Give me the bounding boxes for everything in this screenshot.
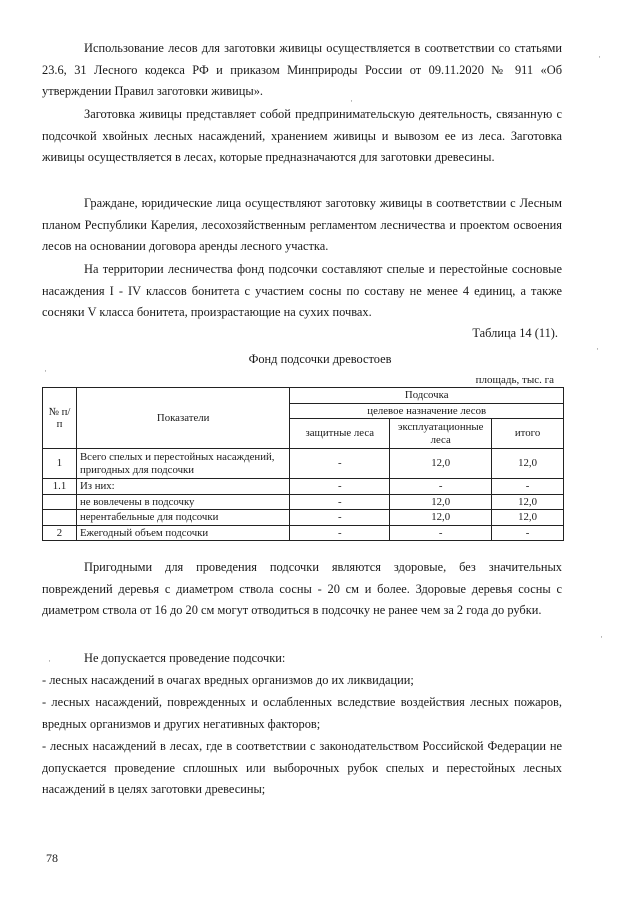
header-tapping: Подсочка [290, 388, 564, 404]
row-num: 1 [43, 449, 77, 479]
row-label: Всего спелых и перестойных насаждений, пригодных для подсочки [76, 449, 289, 479]
row-total: 12,0 [492, 510, 564, 526]
table-row [43, 525, 564, 541]
page-number: 78 [46, 851, 58, 865]
table-row [43, 510, 564, 526]
row-total: 12,0 [492, 449, 564, 479]
row-operational: 12,0 [390, 510, 492, 526]
row-protective: - [290, 494, 390, 510]
row-label: нерентабельные для подсочки [76, 510, 289, 526]
table-caption: Таблица 14 (11). [472, 326, 558, 340]
row-label: Ежегодный объем подсочки [76, 525, 289, 541]
header-operational: эксплуатационные леса [390, 419, 492, 449]
row-operational: 12,0 [390, 494, 492, 510]
row-total: - [492, 479, 564, 495]
header-total: итого [492, 419, 564, 449]
list-item: - лесных насаждений в лесах, где в соответствии с законодательством Российской Федерации не допускается проведение сплошных или выборочных рубок спелых и перестойных лесных насаждений в целях заготовки древесины; [42, 739, 562, 797]
row-num [43, 510, 77, 526]
row-label: Из них: [76, 479, 289, 495]
header-indicators: Показатели [76, 388, 289, 449]
scan-speck: · [350, 96, 353, 106]
row-protective: - [290, 449, 390, 479]
row-label: не вовлечены в подсочку [76, 494, 289, 510]
table-row [43, 479, 564, 495]
header-protective: защитные леса [290, 419, 390, 449]
table-row [43, 494, 564, 510]
table-title: Фонд подсочки древостоев [248, 352, 392, 366]
row-operational: - [390, 479, 492, 495]
paragraph-3: Граждане, юридические лица осуществляют заготовку живицы в соответствии с Лесным планом Республики Карелия, лесохозяйственным регламентом лесничества и проектом освоения лесов на основании договора аренды лесного участка. [42, 196, 562, 254]
header-num: № п/п [43, 388, 77, 449]
row-num: 1.1 [43, 479, 77, 495]
row-num: 2 [43, 525, 77, 541]
scan-speck: · [596, 344, 599, 354]
row-total: - [492, 525, 564, 541]
scan-speck: · [44, 366, 47, 376]
row-operational: 12,0 [390, 449, 492, 479]
scan-speck: · [598, 52, 601, 62]
list-item: - лесных насаждений в очагах вредных организмов до их ликвидации; [42, 673, 414, 687]
row-num [43, 494, 77, 510]
paragraph-5: Пригодными для проведения подсочки являются здоровые, без значительных повреждений деревья с диаметром ствола сосны - 20 см и более. Здоровые деревья сосны с диаметром ствола от 16 до 20 см могут отводиться в подсочку не ранее чем за 2 года до рубки. [42, 560, 562, 618]
podsochka-table [42, 387, 564, 541]
row-total: 12,0 [492, 494, 564, 510]
list-item: - лесных насаждений, поврежденных и ослабленных вследствие воздействия лесных пожаров, вредных организмов и других негативных факторов; [42, 695, 562, 731]
row-protective: - [290, 525, 390, 541]
row-operational: - [390, 525, 492, 541]
header-purpose: целевое назначение лесов [290, 403, 564, 419]
row-protective: - [290, 510, 390, 526]
paragraph-6: Не допускается проведение подсочки: [84, 651, 286, 665]
table-units: площадь, тыс. га [475, 374, 554, 386]
row-protective: - [290, 479, 390, 495]
paragraph-4: На территории лесничества фонд подсочки составляют спелые и перестойные сосновые насаждения I - IV классов бонитета с участием сосны по составу не менее 4 единиц, а также сосняки V класса бонитета, произрастающие на сухих почвах. [42, 262, 562, 320]
paragraph-2: Заготовка живицы представляет собой предпринимательскую деятельность, связанную с подсочкой хвойных лесных насаждений, хранением живицы и вывозом ее из леса. Заготовка живицы осуществляется в лесах, которые предназначаются для заготовки древесины. [42, 107, 562, 165]
paragraph-1: Использование лесов для заготовки живицы осуществляется в соответствии со статьями 23.6, 31 Лесного кодекса РФ и приказом Минприроды России от 09.11.2020 № 911 «Об утверждении Правил заготовки живицы». [42, 41, 562, 99]
scan-speck: · [600, 632, 603, 642]
table-row [43, 449, 564, 479]
scan-speck: · [48, 656, 51, 666]
